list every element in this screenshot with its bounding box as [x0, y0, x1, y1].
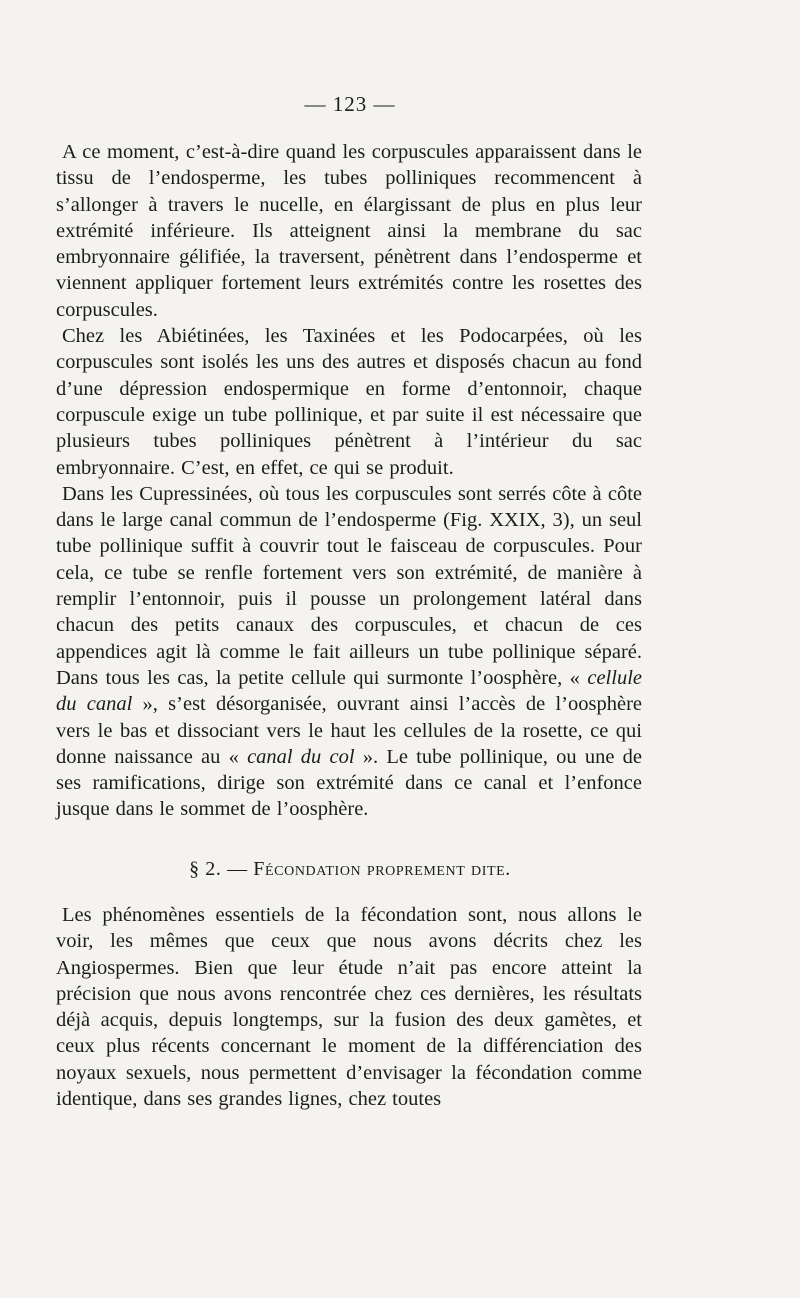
paragraph-text: », s’est désorganisée, ouvrant ainsi l’accès de l’oosphère vers le bas et dissociant vers le haut les cellules de la rosette, ce qui donne naissance au «: [56, 693, 642, 768]
text-block-upper: [56, 139, 642, 823]
section-number: § 2. —: [189, 858, 254, 880]
text-block-lower: [56, 902, 642, 1112]
section-title: Fécondation proprement dite.: [253, 858, 511, 880]
paragraph: Chez les Abiétinées, les Taxinées et les Podocarpées, où les corpuscules sont isolés les uns des autres et disposés chacun au fond d’une dépression endospermique en forme d’entonnoir, chaque corpuscule exige un tube pollinique, et par suite il est nécessaire que plusieurs tubes polliniques pénètrent à l’intérieur du sac embryonnaire. C’est, en effet, ce qui se produit.: [56, 325, 642, 479]
italic-term: cellule du canal: [56, 666, 642, 716]
paragraph: [56, 481, 642, 823]
paragraph: A ce moment, c’est-à-dire quand les corpuscules apparaissent dans le tissu de l’endosperme, les tubes polliniques recommencent à s’allonger à travers le nucelle, en élargissant de plus en plus leur extrémité inférieure. Ils atteignent ainsi la membrane du sac embryonnaire gélifiée, la traversent, pénètrent dans l’endosperme et viennent appliquer fortement leurs extrémités contre les rosettes des corpuscules.: [56, 141, 642, 321]
paragraph-text: ». Le tube pollinique, ou une de ses ramifications, dirige son extrémité dans ce canal et l’enfonce jusque dans le sommet de l’oosphère.: [56, 745, 642, 821]
italic-term: canal du col: [247, 745, 355, 768]
page-number: — 123 —: [304, 92, 396, 116]
section-heading: [0, 858, 700, 881]
paragraph-text: Dans les Cupressinées, où tous les corpuscules sont serrés côte à côte dans le large canal commun de l’endosperme (Fig. XXIX, 3), un seul tube pollinique suffit à couvrir tout le faisceau de corpuscules. Pour cela, ce tube se renfle fortement vers son extrémité, de manière à remplir l’entonnoir, puis il pousse un prolongement latéral dans chacun des petits canaux des corpuscules, et chacun de ces appendices agit là comme le fait ailleurs un tube pollinique séparé. Dans tous les cas, la petite cellule qui surmonte l’oosphère, «: [56, 482, 642, 689]
paragraph: Les phénomènes essentiels de la fécondation sont, nous allons le voir, les mêmes que ceux que nous avons décrits chez les Angiospermes. Bien que leur étude n’ait pas encore atteint la précision que nous avons rencontrée chez ces dernières, les résultats déjà acquis, depuis longtemps, sur la fusion des deux gamètes, et ceux plus récents concernant le moment de la différenciation des noyaux sexuels, nous permettent d’envisager la fécondation comme identique, dans ses grandes lignes, chez toutes: [56, 904, 642, 1111]
